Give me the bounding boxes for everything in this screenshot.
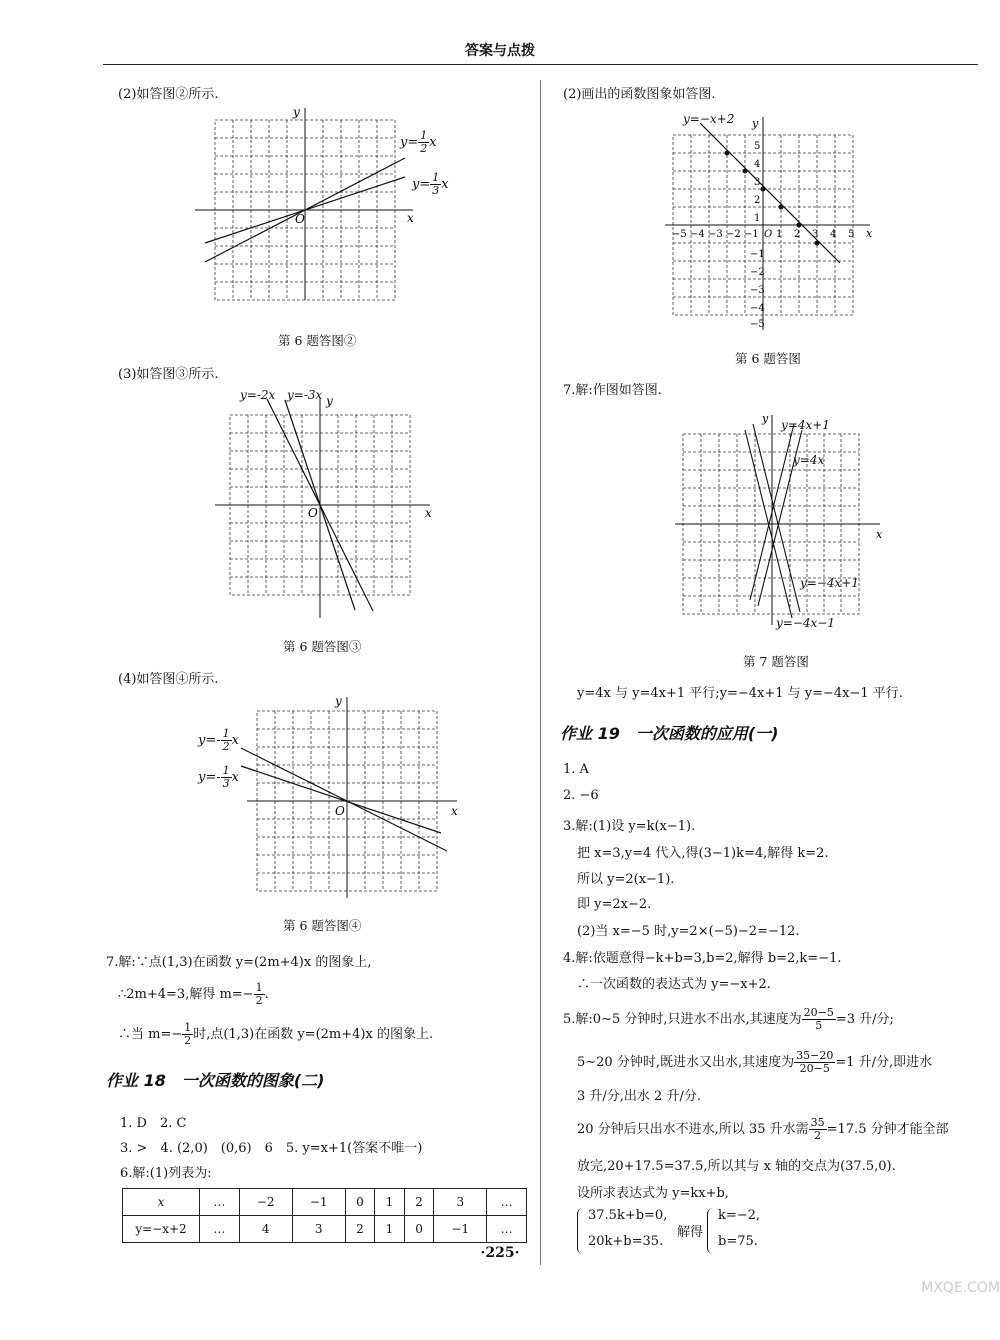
system-eq1: 37.5k+b=0, [588, 1208, 668, 1223]
label-y-neg3x: y=-3x [287, 388, 323, 402]
label-y-neg-half-x: y=- $\frac{1}{2}$ x [198, 727, 239, 753]
answer-3-line1: 3.解:(1)设 y=k(x−1). [563, 819, 696, 834]
table-cell: 3 [434, 1189, 487, 1216]
svg-text:x: x [425, 506, 432, 520]
table-cell: … [200, 1216, 240, 1243]
label-y-neg2x: y=-2x [240, 388, 276, 402]
q7-conclusion: y=4x 与 y=4x+1 平行;y=−4x+1 与 y=−4x−1 平行. [577, 686, 903, 701]
answer-5-line5: 放完,20+17.5=37.5,所以其与 x 轴的交点为(37.5,0). [577, 1159, 896, 1174]
y-tick-label: 3 [754, 177, 761, 188]
answer-4-line1: 4.解:依题意得−k+b=3,b=2,解得 b=2,k=−1. [563, 951, 842, 966]
svg-text:x: x [876, 528, 883, 541]
svg-text:x: x [407, 211, 414, 225]
svg-text:x: x [866, 227, 873, 240]
q6-intro: 6.解:(1)列表为: [120, 1166, 212, 1181]
y-tick-label: −2 [750, 267, 765, 278]
svg-text:y: y [326, 394, 333, 408]
label-y-half-x: y= $\frac{1}{2}$ x [400, 129, 437, 155]
table-cell: −1 [292, 1189, 345, 1216]
label-y-neg4x-plus1: y=−4x+1 [800, 576, 859, 590]
graph-7 [670, 410, 890, 635]
answer-2: 2. −6 [563, 788, 599, 803]
page-number: ·225· [480, 1245, 520, 1261]
answer-5-line6: 设所求表达式为 y=kx+b, [577, 1186, 729, 1201]
solution-b: b=75. [718, 1234, 758, 1249]
answer-1: 1. A [563, 762, 589, 777]
answer-5-line4: 20 分钟后只出水不进水,所以 35 升水需 $\frac{35}{2}$ =17.5 分钟才能全部 [577, 1116, 949, 1142]
answer-3-line2: 把 x=3,y=4 代入,得(3−1)k=4,解得 k=2. [577, 846, 829, 861]
table-cell: 2 [404, 1189, 434, 1216]
section-19-title: 作业 19 一次函数的应用(一) [560, 724, 779, 743]
graph-6-3 [210, 383, 450, 623]
section-18-title: 作业 18 一次函数的图象(二) [106, 1071, 325, 1090]
label-y-4x-plus1: y=4x+1 [781, 418, 830, 432]
x-tick-label: −3 [708, 229, 723, 240]
svg-text:O: O [308, 506, 318, 520]
column-divider [540, 80, 541, 1265]
svg-text:x: x [451, 804, 458, 818]
answers-1-2: 1. D 2. C [120, 1116, 187, 1131]
x-tick-label: −4 [690, 229, 705, 240]
caption-6-right: 第 6 题答图 [735, 351, 801, 366]
x-tick-label: −1 [744, 229, 759, 240]
table-cell: 0 [404, 1216, 434, 1243]
answer-5-line3: 3 升/分,出水 2 升/分. [577, 1089, 701, 1104]
x-tick-label: −2 [726, 229, 741, 240]
table-cell: 3 [292, 1216, 345, 1243]
answer-3-line4: 即 y=2x−2. [577, 897, 652, 912]
table-cell: 1 [375, 1189, 405, 1216]
x-tick-label: 3 [812, 229, 819, 240]
value-table [122, 1188, 527, 1243]
q6-part2: (2)如答图②所示. [118, 87, 219, 102]
label-y-neg-third-x: y=- $\frac{1}{3}$ x [198, 764, 239, 790]
q6-part3: (3)如答图③所示. [118, 367, 219, 382]
x-tick-label: 2 [794, 229, 801, 240]
watermark: MXQE.COM [921, 1280, 1000, 1296]
answer-5-line1: 5.解:0∼5 分钟时,只进水不出水,其速度为 $\frac{20-5}{5}$ =3 升/分; [563, 1006, 894, 1032]
answer-5-line2: 5∼20 分钟时,既进水又出水,其速度为 $\frac{35-20}{20-5}$ =1 升/分,即进水 [577, 1049, 933, 1075]
svg-text:O: O [335, 804, 345, 818]
caption-6-4: 第 6 题答图④ [283, 918, 362, 933]
table-cell: −1 [434, 1216, 487, 1243]
graph-6-4 [195, 693, 465, 903]
graph-6-line [660, 105, 885, 335]
y-tick-label: 1 [754, 213, 761, 224]
label-y-4x: y=4x [793, 453, 825, 467]
label-y-neg4x-minus1: y=−4x−1 [776, 616, 835, 630]
x-tick-label: 1 [776, 229, 783, 240]
x-tick-label: −5 [672, 229, 687, 240]
caption-6-3: 第 6 题答图③ [283, 639, 362, 654]
answers-3-5: 3. > 4. (2,0) (0,6) 6 5. y=x+1(答案不唯一) [120, 1141, 423, 1156]
page-header: 答案与点拨 [465, 43, 535, 59]
table-cell: 0 [345, 1189, 375, 1216]
table-cell: 1 [375, 1216, 405, 1243]
table-cell: 2 [345, 1216, 375, 1243]
q7-line3: ∴当 m=− $\frac{1}{2}$ 时,点(1,3)在函数 y=(2m+4)x 的图象上. [118, 1021, 434, 1047]
answer-3-line5: (2)当 x=−5 时,y=2×(−5)−2=−12. [577, 924, 800, 939]
system-eq2: 20k+b=35. [588, 1234, 664, 1249]
x-tick-label: 5 [848, 229, 855, 240]
y-tick-label: −1 [750, 249, 765, 260]
svg-text:y: y [335, 694, 342, 708]
table-cell: 4 [239, 1216, 292, 1243]
table-row-x [123, 1189, 527, 1216]
table-row-y [123, 1216, 527, 1243]
y-tick-label: −4 [750, 303, 765, 314]
svg-text:y: y [762, 412, 769, 425]
table-cell: … [487, 1189, 527, 1216]
solution-k: k=−2, [718, 1208, 761, 1223]
header-rule [103, 64, 978, 65]
x-tick-label: O [764, 229, 773, 240]
y-tick-label: −5 [750, 319, 765, 330]
solved-text: 解得 [677, 1225, 704, 1240]
table-cell: y=−x+2 [123, 1216, 200, 1243]
y-tick-label: 2 [754, 195, 761, 206]
table-cell: x [123, 1189, 200, 1216]
svg-text:y: y [752, 117, 759, 130]
q7-line1: 7.解:∵点(1,3)在函数 y=(2m+4)x 的图象上, [106, 955, 372, 970]
y-tick-label: 4 [754, 159, 761, 170]
label-y-neg-x-plus2: y=−x+2 [683, 112, 735, 126]
svg-text:O: O [295, 212, 305, 226]
answer-3-line3: 所以 y=2(x−1). [577, 872, 675, 887]
answer-4-line2: ∴一次函数的表达式为 y=−x+2. [577, 977, 771, 992]
table-cell: … [200, 1189, 240, 1216]
y-tick-label: 5 [754, 141, 761, 152]
q7-right: 7.解:作图如答图. [563, 383, 662, 398]
q6-part2-right: (2)画出的函数图象如答图. [563, 87, 716, 102]
label-y-third-x: y= $\frac{1}{3}$ x [412, 171, 449, 197]
caption-7: 第 7 题答图 [743, 654, 809, 669]
caption-6-2: 第 6 题答图② [278, 333, 357, 348]
y-tick-label: −3 [750, 285, 765, 296]
table-cell: −2 [239, 1189, 292, 1216]
x-tick-label: 4 [830, 229, 837, 240]
svg-text:y: y [293, 105, 300, 119]
table-cell: … [487, 1216, 527, 1243]
q7-line2: ∴2m+4=3,解得 m=− $\frac{1}{2}$ . [118, 981, 269, 1007]
q6-part4: (4)如答图④所示. [118, 672, 219, 687]
